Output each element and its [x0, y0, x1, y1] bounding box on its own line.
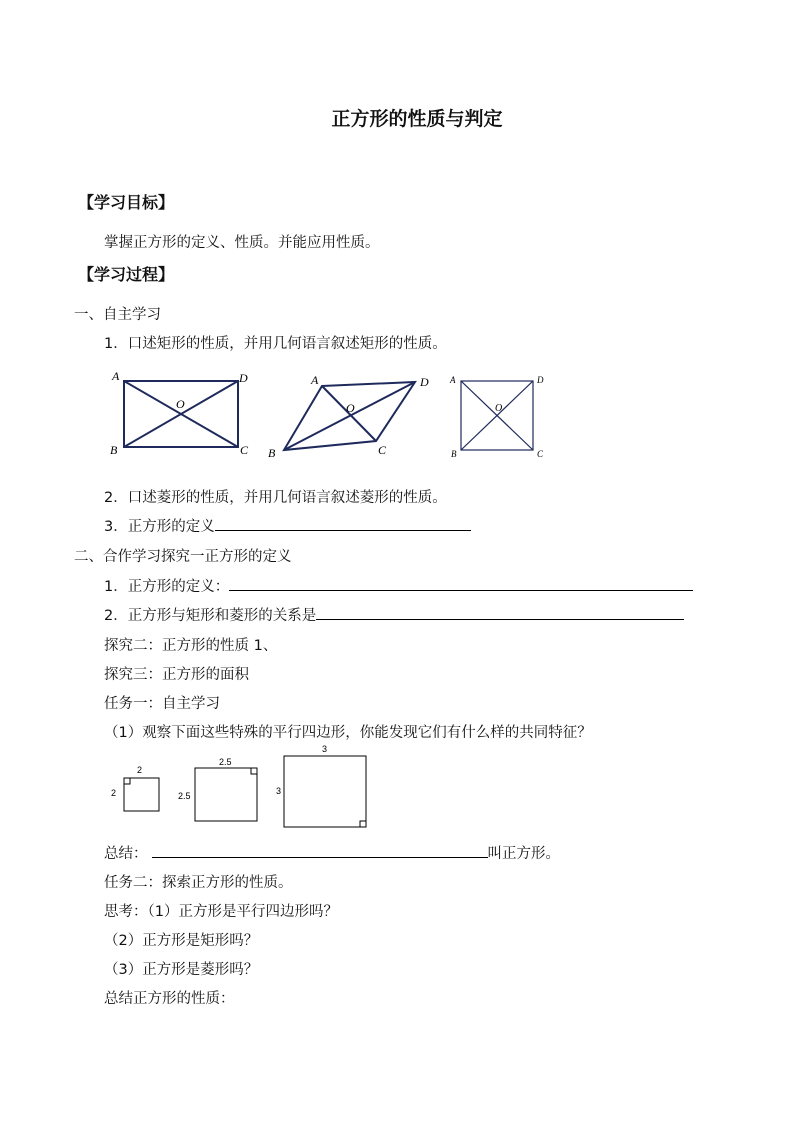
think-two: （2）正方形是矩形吗？: [104, 933, 259, 949]
task-two: 任务二：探索正方形的性质。: [104, 875, 293, 891]
answer-blank: [229, 576, 693, 591]
summary-label: 总结：: [104, 846, 148, 862]
square-examples: [100, 740, 390, 832]
square-small: [124, 778, 159, 811]
explore-three: 探究三：正方形的面积: [104, 667, 249, 683]
rectangle-figure: [124, 381, 238, 447]
rhombus-label-o: O: [346, 401, 355, 415]
square-medium: [195, 768, 257, 821]
rect-label-d: D: [239, 371, 248, 385]
dim-large-side: 3: [276, 786, 282, 796]
part2-q2-row: [104, 604, 684, 625]
goal-heading: 【学习目标】: [78, 193, 175, 212]
summary-row: [104, 842, 560, 863]
square-label-a: A: [450, 375, 456, 385]
rhombus-label-b: B: [268, 446, 276, 460]
part2-q2: 2．正方形与矩形和菱形的关系是: [104, 608, 317, 624]
goal-text: 掌握正方形的定义、性质。并能应用性质。: [104, 235, 380, 251]
rect-label-a: A: [112, 369, 120, 383]
square-large: [284, 756, 366, 827]
part2-q1-row: [104, 575, 693, 596]
answer-blank: [316, 605, 684, 620]
answer-blank: [152, 843, 488, 858]
part1-q3-row: [104, 515, 471, 536]
rect-label-b: B: [110, 443, 118, 457]
rhombus-label-a: A: [311, 373, 319, 387]
square-label-d: D: [537, 375, 544, 385]
part2-q1: 1．正方形的定义：: [104, 579, 230, 595]
rhombus-figure: [284, 382, 415, 450]
part1-q1: 1．口述矩形的性质，并用几何语言叙述矩形的性质。: [104, 336, 447, 352]
part1-q2: 2．口述菱形的性质，并用几何语言叙述菱形的性质。: [104, 490, 447, 506]
process-heading: 【学习过程】: [78, 265, 175, 284]
answer-blank: [215, 516, 471, 531]
think-three: （3）正方形是菱形吗？: [104, 962, 259, 978]
observe-question: （1）观察下面这些特殊的平行四边形，你能发现它们有什么样的共同特征？: [104, 725, 592, 741]
dim-medium-side: 2.5: [178, 791, 191, 801]
rect-label-c: C: [240, 443, 249, 457]
rhombus-label-c: C: [378, 443, 387, 457]
rect-label-o: O: [176, 397, 185, 411]
think-one: 思考：（1）正方形是平行四边形吗？: [104, 904, 338, 920]
dim-small-top: 2: [137, 765, 143, 775]
rhombus-label-d: D: [420, 375, 429, 389]
page-title: 正方形的性质与判定: [331, 108, 503, 130]
summary-suffix: 叫正方形。: [487, 846, 560, 862]
square-label-o: O: [495, 403, 503, 414]
task-one: 任务一：自主学习: [104, 696, 220, 712]
part1-q3: 3．正方形的定义: [104, 519, 215, 535]
explore-two: 探究二：正方形的性质 1、: [104, 638, 278, 654]
square-label-b: B: [451, 449, 457, 459]
dim-small-side: 2: [111, 788, 117, 798]
part1-heading: 一、自主学习: [74, 307, 161, 323]
dim-medium-top: 2.5: [219, 757, 232, 767]
dim-large-top: 3: [322, 744, 328, 754]
summary-properties: 总结正方形的性质：: [104, 991, 235, 1007]
square-figure: [461, 381, 533, 450]
part2-heading: 二、合作学习探究一正方形的定义: [74, 549, 292, 565]
square-label-c: C: [537, 449, 544, 459]
quadrilateral-figures: [100, 362, 570, 467]
